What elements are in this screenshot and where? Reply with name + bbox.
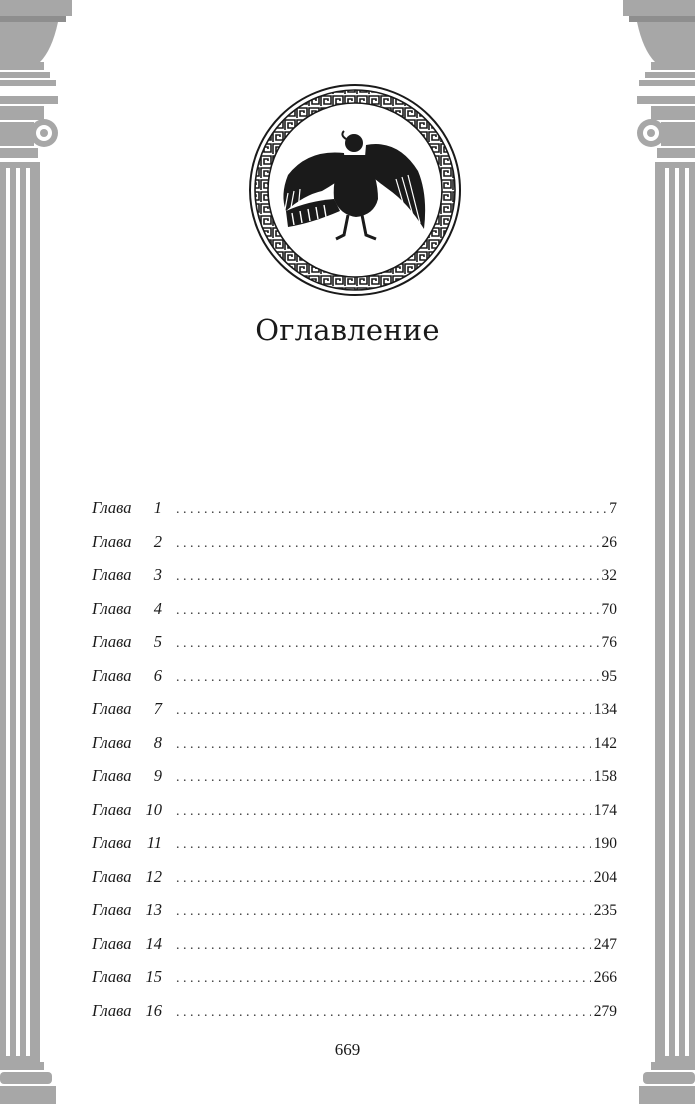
chapter-page-number: 95 (601, 667, 617, 685)
ionic-column-icon (0, 0, 75, 1104)
dot-leader (176, 862, 591, 896)
emblem (248, 83, 462, 297)
chapter-page-number: 235 (593, 902, 617, 919)
siren-meander-medallion-icon (248, 83, 462, 297)
dot-leader (176, 828, 591, 862)
chapter-page-number: 174 (593, 801, 617, 819)
chapter-number: 16 (145, 1000, 162, 1020)
chapter-page-number: 279 (593, 1002, 617, 1020)
chapter-label: Глава (92, 833, 132, 852)
right-column-decoration (620, 0, 695, 1104)
page-number: 669 (334, 1040, 361, 1059)
chapter-number: 11 (146, 833, 162, 852)
toc-entry[interactable] (92, 793, 617, 827)
chapter-number: 5 (153, 632, 162, 651)
chapter-page-number: 76 (601, 634, 617, 651)
dot-leader (176, 661, 599, 695)
chapter-label: Глава (92, 732, 132, 752)
chapter-label: Глава (92, 866, 132, 886)
chapter-label: Глава (92, 967, 132, 986)
chapter-number: 2 (153, 531, 162, 551)
chapter-number: 7 (153, 699, 162, 718)
toc-entry[interactable] (92, 927, 617, 961)
chapter-label: Глава (92, 565, 132, 584)
dot-leader (176, 929, 591, 963)
chapter-number: 10 (145, 799, 162, 819)
dot-leader (176, 594, 599, 628)
toc-entry[interactable] (92, 625, 617, 659)
toc-entry[interactable] (92, 826, 617, 860)
chapter-label: Глава (92, 900, 132, 919)
toc-entry[interactable] (92, 994, 617, 1028)
dot-leader (176, 560, 599, 594)
dot-leader (176, 761, 591, 795)
dot-leader (176, 795, 591, 829)
chapter-number: 8 (153, 732, 162, 752)
chapter-page-number: 190 (593, 835, 617, 852)
toc-entry[interactable] (92, 759, 617, 793)
chapter-number: 6 (153, 665, 162, 685)
chapter-page-number: 32 (601, 567, 617, 584)
chapter-label: Глава (92, 598, 132, 618)
chapter-number: 4 (153, 598, 162, 618)
ionic-column-icon (620, 0, 695, 1104)
chapter-label: Глава (92, 531, 132, 551)
chapter-page-number: 70 (601, 600, 617, 618)
page-title: Оглавление (255, 313, 440, 347)
dot-leader (176, 627, 599, 661)
chapter-page-number: 142 (593, 734, 617, 752)
dot-leader (176, 527, 599, 561)
toc-entry[interactable] (92, 491, 617, 525)
toc-entry[interactable] (92, 726, 617, 760)
chapter-page-number: 266 (593, 969, 617, 986)
chapter-number: 3 (153, 565, 162, 584)
toc-entry[interactable] (92, 692, 617, 726)
chapter-label: Глава (92, 498, 132, 517)
dot-leader (176, 996, 591, 1030)
chapter-page-number: 7 (609, 500, 617, 517)
chapter-label: Глава (92, 766, 132, 785)
toc-entry[interactable] (92, 893, 617, 927)
toc-entry[interactable] (92, 860, 617, 894)
chapter-number: 1 (153, 498, 162, 517)
chapter-label: Глава (92, 1000, 132, 1020)
chapter-number: 13 (145, 900, 162, 919)
table-of-contents (92, 491, 617, 1027)
chapter-label: Глава (92, 933, 132, 953)
toc-entry[interactable] (92, 960, 617, 994)
chapter-number: 9 (153, 766, 162, 785)
toc-entry[interactable] (92, 558, 617, 592)
chapter-label: Глава (92, 799, 132, 819)
toc-entry[interactable] (92, 592, 617, 626)
chapter-label: Глава (92, 632, 132, 651)
chapter-page-number: 134 (593, 701, 617, 718)
chapter-number: 15 (145, 967, 162, 986)
dot-leader (176, 694, 591, 728)
dot-leader (176, 493, 606, 527)
chapter-label: Глава (92, 665, 132, 685)
dot-leader (176, 728, 591, 762)
toc-entry[interactable] (92, 659, 617, 693)
chapter-page-number: 158 (593, 768, 617, 785)
chapter-page-number: 204 (593, 868, 617, 886)
chapter-page-number: 247 (593, 935, 617, 953)
dot-leader (176, 962, 591, 996)
left-column-decoration (0, 0, 75, 1104)
chapter-page-number: 26 (601, 533, 617, 551)
toc-entry[interactable] (92, 525, 617, 559)
chapter-number: 14 (145, 933, 162, 953)
chapter-label: Глава (92, 699, 132, 718)
dot-leader (176, 895, 591, 929)
chapter-number: 12 (145, 866, 162, 886)
